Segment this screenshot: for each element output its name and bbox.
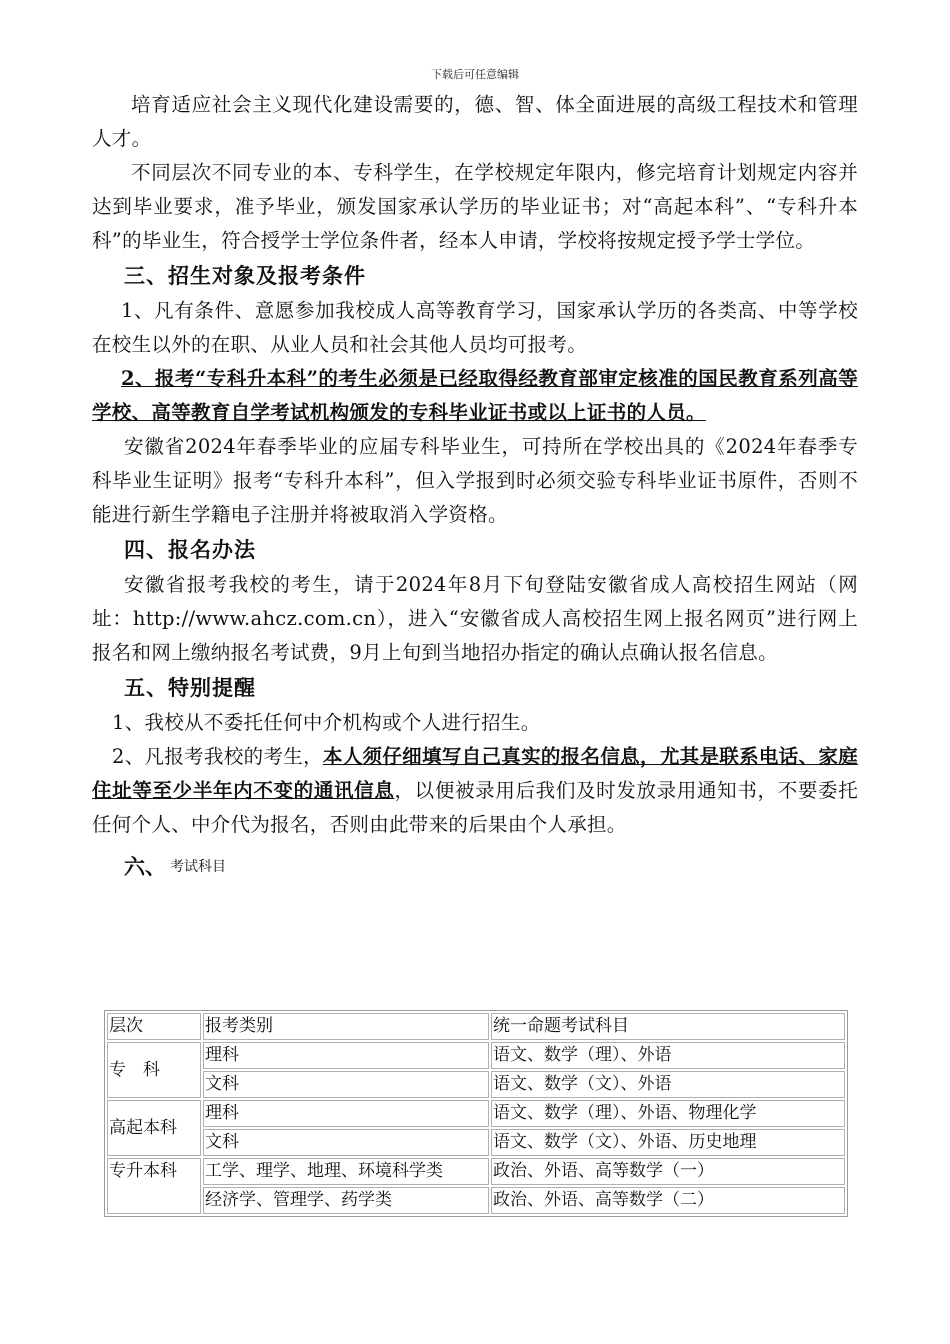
section-5-item-2-emphasis: 本人须仔细填写自己真实的报名信息，尤其是联系电话、家庭住址等至少半年内不变的通讯信息 [92,745,858,802]
section-4-title: 四、报名办法 [124,538,256,562]
category-cell: 经济学、管理学、药学类 [203,1187,489,1214]
section-3-title: 三、招生对象及报考条件 [124,264,366,288]
level-cell: 高起本科 [107,1100,201,1156]
subjects-cell: 语文、数学（理）、外语、物理化学 [491,1100,845,1127]
section-6-number: 六、 [124,855,166,879]
table-row [107,1071,845,1098]
table-row [107,1100,845,1127]
exam-subjects-table [104,1010,848,1217]
table-row [107,1158,845,1185]
section-6-heading [92,848,858,884]
level-cell: 专 科 [107,1042,201,1098]
table-row [107,1042,845,1069]
section-5-item-2 [92,740,858,842]
section-5-item-1: 1、我校从不委托任何中介机构或个人进行招生。 [112,711,541,734]
subjects-cell: 政治、外语、高等数学（一） [491,1158,845,1185]
section-3-item-3: 安徽省2024年春季毕业的应届专科毕业生，可持所在学校出具的《2024年春季专科毕业生证明》报考“专科升本科”，但入学报到时必须交验专科毕业证书原件，否则不能进行新生学籍电子注册并将被取消入学资格。 [92,435,858,526]
subjects-cell: 语文、数学（文）、外语、历史地理 [491,1129,845,1156]
document-body [92,88,858,884]
level-cell: 专升本科 [107,1158,201,1214]
subjects-cell: 语文、数学（文）、外语 [491,1071,845,1098]
category-cell: 文科 [203,1071,489,1098]
header-category: 报考类别 [203,1013,489,1040]
category-cell: 理科 [203,1100,489,1127]
section-3-item-2: 2、报考“专科升本科”的考生必须是已经取得经教育部审定核准的国民教育系列高等学校、高等教育自学考试机构颁发的专科毕业证书或以上证书的人员。 [92,367,858,424]
section-6-title: 考试科目 [170,859,226,875]
table-header-row [107,1013,845,1040]
subjects-cell: 语文、数学（理）、外语 [491,1042,845,1069]
category-cell: 工学、理学、地理、环境科学类 [203,1158,489,1185]
table-row [107,1187,845,1214]
header-subjects: 统一命题考试科目 [491,1013,845,1040]
category-cell: 文科 [203,1129,489,1156]
header-level: 层次 [107,1013,201,1040]
paragraph-graduation: 不同层次不同专业的本、专科学生，在学校规定年限内，修完培育计划规定内容并达到毕业要求，准予毕业，颁发国家承认学历的毕业证书；对“高起本科”、“专科升本科”的毕业生，符合授学士学位条件者，经本人申请，学校将按规定授予学士学位。 [92,161,858,252]
section-4-text: 安徽省报考我校的考生，请于2024年8月下旬登陆安徽省成人高校招生网站（网址：http://www.ahcz.com.cn），进入“安徽省成人高校招生网上报名网页”进行网上报名和网上缴纳报名考试费，9月上旬到当地招办指定的确认点确认报名信息。 [92,573,858,664]
category-cell: 理科 [203,1042,489,1069]
section-3-item-1: 1、凡有条件、意愿参加我校成人高等教育学习，国家承认学历的各类高、中等学校在校生以外的在职、从业人员和社会其他人员均可报考。 [92,299,858,356]
section-5-item-2-pre: 2、凡报考我校的考生， [112,745,323,768]
table-row [107,1129,845,1156]
section-5-title: 五、特别提醒 [124,676,256,700]
subjects-cell: 政治、外语、高等数学（二） [491,1187,845,1214]
section-5-item-2-post: ，以便被录用后我们及时发放录用通知书，不要委托任何个人、中介代为报名，否则由此带来的后果由个人承担。 [92,779,858,836]
paragraph-goal: 培育适应社会主义现代化建设需要的，德、智、体全面进展的高级工程技术和管理人才。 [92,93,858,150]
header-note: 下载后可任意编辑 [431,68,519,81]
